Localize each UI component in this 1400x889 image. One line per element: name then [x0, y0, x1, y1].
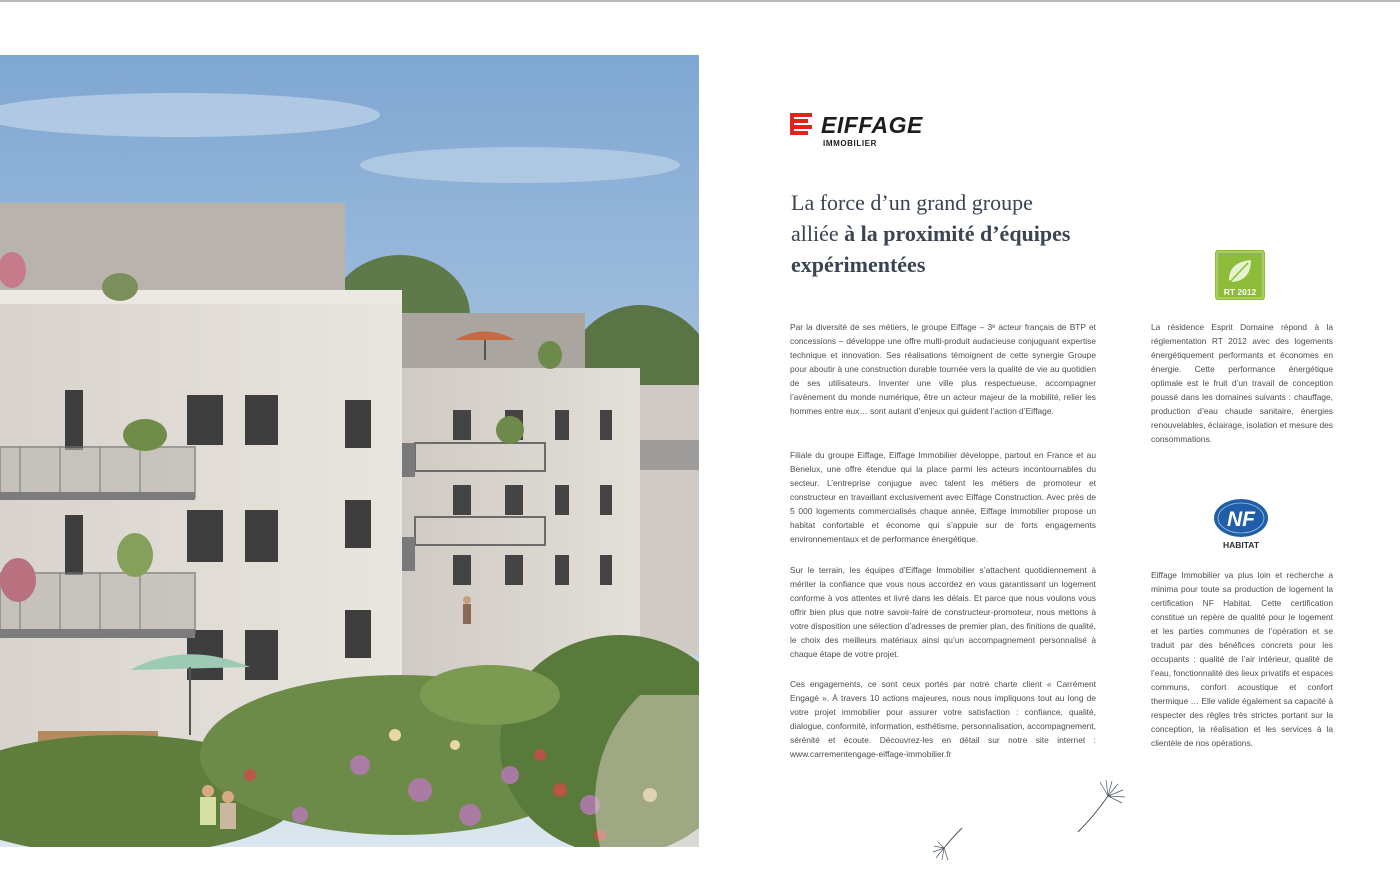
nf-badge-sub: HABITAT [1222, 540, 1260, 550]
side-paragraph-rt2012: La résidence Esprit Domaine répond à la réglementation RT 2012 avec des logements énergétiquement performants et économes en énergie. Cette performance énergétique optimale est le fruit d’un travail de conception poussé dans les domaines suivants : chauffage, production d’eau chaude sanitaire, énergies renouvelables, éclairage, isolation et mesure des consommations. [1151, 322, 1333, 444]
headline-line-2 [791, 218, 1151, 249]
dandelion-seed-icon [1072, 778, 1130, 836]
page-headline [791, 187, 1151, 280]
body-paragraph-4: Ces engagements, ce sont ceux portés par notre charte client « Carrément Engagé ». À travers 10 actions majeures, nous nous impliquons tout au long de votre projet immobilier pour assurer votre satisfaction : confiance, qualité, dialogue, conformité, information, esthétisme, personnalisation, accompagnement, sérénité et écoute. Découvrez-les en détail sur notre site internet : www.carrementengage-eiffage-immobilier.fr [790, 679, 1096, 759]
nf-habitat-badge-icon [1206, 498, 1276, 554]
rt-badge-label: RT 2012 [1223, 287, 1257, 297]
brand-sub: IMMOBILIER [823, 139, 877, 148]
headline-line-2-bold: à la proximité d’équipes [844, 221, 1071, 246]
headline-line-2-plain: alliée [791, 221, 845, 246]
eiffage-logo [790, 112, 930, 156]
side-paragraph-nf-habitat: Eiffage Immobilier va plus loin et recherche a minima pour toute sa production de logement la certification NF Habitat. Cette certification constitue un repère de qualité pour le logement et les parties communes de l’opération et se traduit par des bénéfices concrets pour les occupants : qualité de l’air intérieur, qualité de l’eau, fonctionnalité des lieux privatifs et espaces communs, confort acoustique et confort thermique … Elle valide également sa capacité à respecter des règles très strictes portant sur la conception, la réalisation et les services à la clientèle de nos opérations. [1151, 570, 1333, 748]
nf-badge-label: NF [1227, 508, 1255, 531]
eiffage-mark-icon [790, 112, 816, 136]
body-paragraph-2: Filiale du groupe Eiffage, Eiffage Immobilier développe, partout en France et au Benelux, une offre étendue qui la place parmi les acteurs incontournables du secteur. L’entreprise conjugue avec talent les métiers de promoteur et constructeur en travaillant exclusivement avec Eiffage Construction. Avec près de 5 000 logements commercialisés chaque année, Eiffage Immobilier propose un habitat confortable et économe qui s’appuie sur de forts engagements environnementaux et de performance énergétique. [790, 450, 1096, 544]
headline-line-3-bold: expérimentées [791, 252, 926, 277]
headline-line-3 [791, 249, 1151, 280]
top-border [0, 0, 1400, 2]
body-paragraph-1: Par la diversité de ses métiers, le groupe Eiffage – 3ᵉ acteur français de BTP et concessions – développe une offre multi-produit audacieuse conjuguant expertise technique et innovation. Ses réalisations témoignent de cette synergie Groupe pour aboutir à une construction durable tournée vers la qualité de vie au quotidien de ses utilisateurs. Inventer une ville plus respectueuse, accompagner l’avènement du monde numérique, être un acteur majeur de la mobilité, relier les hommes entre eux… sont autant d’enjeux qui guident l’action d’Eiffage. [790, 322, 1096, 416]
body-paragraph-3: Sur le terrain, les équipes d’Eiffage Immobilier s’attachent quotidiennement à mériter la confiance que vous nous accordez en vous garantissant un logement conforme à vos attentes et livré dans les délais. Et parce que nous voulons vous offrir bien plus que notre savoir-faire de constructeur-promoteur, nous mettons à votre disposition une sélection d’adresses de premier plan, des finitions de qualité, le choix des meilleurs matériaux ainsi qu’un accompagnement personnalisé à chaque étape de votre projet. [790, 565, 1096, 659]
headline-line-1: La force d’un grand groupe [791, 190, 1033, 215]
rt2012-badge-icon [1215, 250, 1265, 300]
brand-name: EIFFAGE [821, 112, 923, 138]
building-illustration [0, 55, 699, 847]
dandelion-seed-small-icon [930, 822, 970, 862]
